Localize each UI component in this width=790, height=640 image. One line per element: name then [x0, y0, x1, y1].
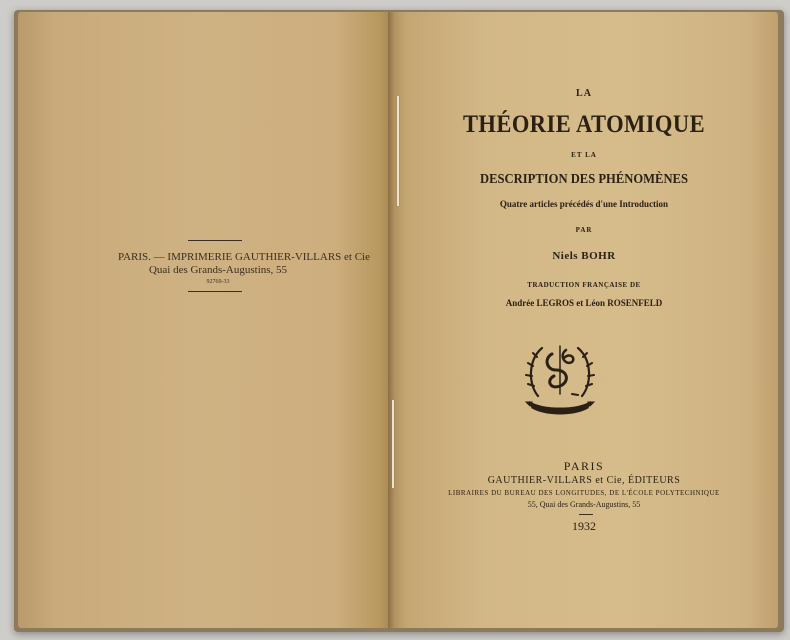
- publisher-address: 55, Quai des Grands-Augustins, 55: [527, 500, 641, 509]
- publisher-credentials: LIBRAIRES DU BUREAU DES LONGITUDES, DE L'ÉCOLE POLYTECHNIQUE: [448, 489, 720, 497]
- book-description: Quatre articles précédés d'une Introduction: [499, 199, 669, 209]
- publication-city: PARIS: [563, 459, 605, 473]
- book-gutter: [388, 12, 394, 628]
- publication-year: 1932: [572, 519, 596, 533]
- imprint-address: Quai des Grands-Augustins, 55: [148, 264, 288, 276]
- title-article: LA: [576, 88, 592, 99]
- left-page: [18, 12, 390, 628]
- imprint-code: 92769-33: [206, 279, 230, 285]
- book-subtitle: DESCRIPTION DES PHÉNOMÈNES: [480, 172, 688, 187]
- translator-names: Andrée LEGROS et Léon ROSENFELD: [505, 298, 663, 308]
- translation-label: TRADUCTION FRANÇAISE DE: [527, 281, 641, 289]
- imprint-printer: PARIS. — IMPRIMERIE GAUTHIER-VILLARS et Cie: [118, 251, 370, 263]
- by-label: PAR: [575, 226, 593, 234]
- title-conjunction: ET LA: [571, 151, 597, 159]
- right-page: [390, 12, 778, 628]
- author-name: Niels BOHR: [552, 250, 616, 262]
- year-rule: [579, 514, 593, 515]
- imprint-rule-top: [188, 240, 242, 241]
- publisher-name: GAUTHIER-VILLARS et Cie, ÉDITEURS: [487, 475, 681, 486]
- publisher-emblem-icon: [524, 336, 596, 418]
- book-title: THÉORIE ATOMIQUE: [462, 111, 706, 138]
- imprint-rule-bottom: [188, 291, 242, 292]
